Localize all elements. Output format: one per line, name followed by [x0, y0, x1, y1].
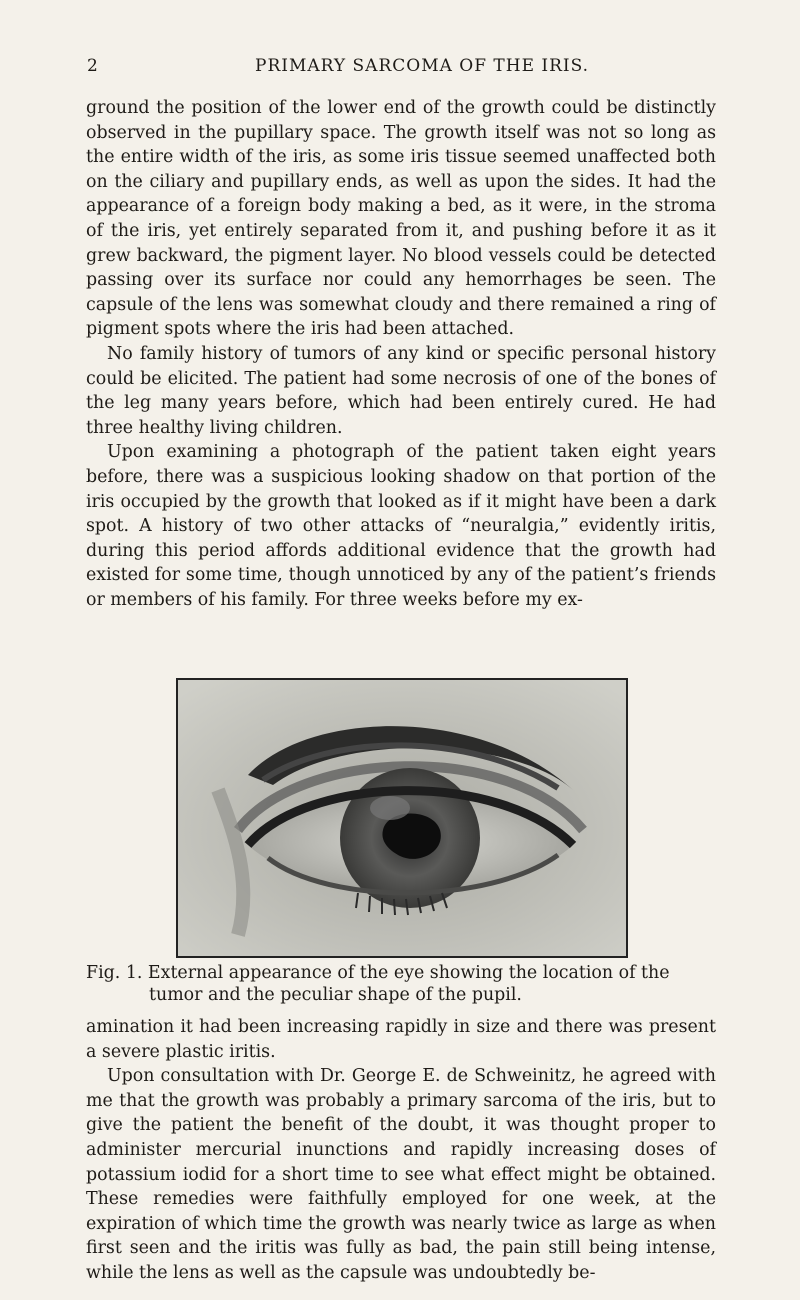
figure-eye-photograph	[176, 678, 628, 958]
paragraph: Upon consultation with Dr. George E. de Schweinitz, he agreed with me that the growth was probably a primary sarcoma of the iris, but to give the patient the benefit of the doubt, it was thought proper to administer mercurial inunctions and rapidly increasing doses of potassium iodid for a short time to see what effect might be obtained. These remedies were faithfully employed for one week, at the expiration of which time the growth was nearly twice as large as when first seen and the iritis was fully as bad, the pain still being intense, while the lens as well as the capsule was undoubtedly be-	[86, 1066, 716, 1283]
running-header	[87, 56, 647, 86]
running-title: PRIMARY SARCOMA OF THE IRIS.	[255, 56, 590, 76]
figure-caption	[86, 962, 716, 1006]
eye-photograph-image	[178, 680, 626, 956]
paragraph: No family history of tumors of any kind or specific personal history could be elicited. The patient had some necrosis of one of the bones of the leg many years before, which had been entirely cured. He had three healthy living children.	[86, 343, 716, 438]
paragraph: amination it had been increasing rapidly in size and there was present a severe plastic iritis.	[86, 1017, 716, 1062]
page-number: 2	[87, 56, 99, 76]
paragraph: Upon examining a photograph of the patient taken eight years before, there was a suspicious looking shadow on that portion of the iris occupied by the growth that looked as if it might have been a dark spot. A history of two other attacks of “neuralgia,” evidently iritis, during this period affords additional evidence that the growth had existed for some time, though unnoticed by any of the patient’s friends or members of his family. For three weeks before my ex-	[86, 442, 716, 610]
caption-line-1: Fig. 1. External appearance of the eye showing the location of the	[86, 963, 670, 983]
caption-line-2: tumor and the peculiar shape of the pupil.	[149, 985, 522, 1005]
body-text-top	[86, 96, 716, 612]
paragraph: ground the position of the lower end of the growth could be distinctly observed in the pupillary space. The growth itself was not so long as the entire width of the iris, as some iris tissue seemed unaffected both on the ciliary and pupillary ends, as well as upon the sides. It had the appearance of a foreign body making a bed, as it were, in the stroma of the iris, yet entirely separated from it, and pushing before it as it grew backward, the pigment layer. No blood vessels could be detected passing over its surface nor could any hemorrhages be seen. The capsule of the lens was somewhat cloudy and there remained a ring of pigment spots where the iris had been attached.	[86, 98, 716, 340]
body-text-bottom	[86, 1015, 716, 1286]
